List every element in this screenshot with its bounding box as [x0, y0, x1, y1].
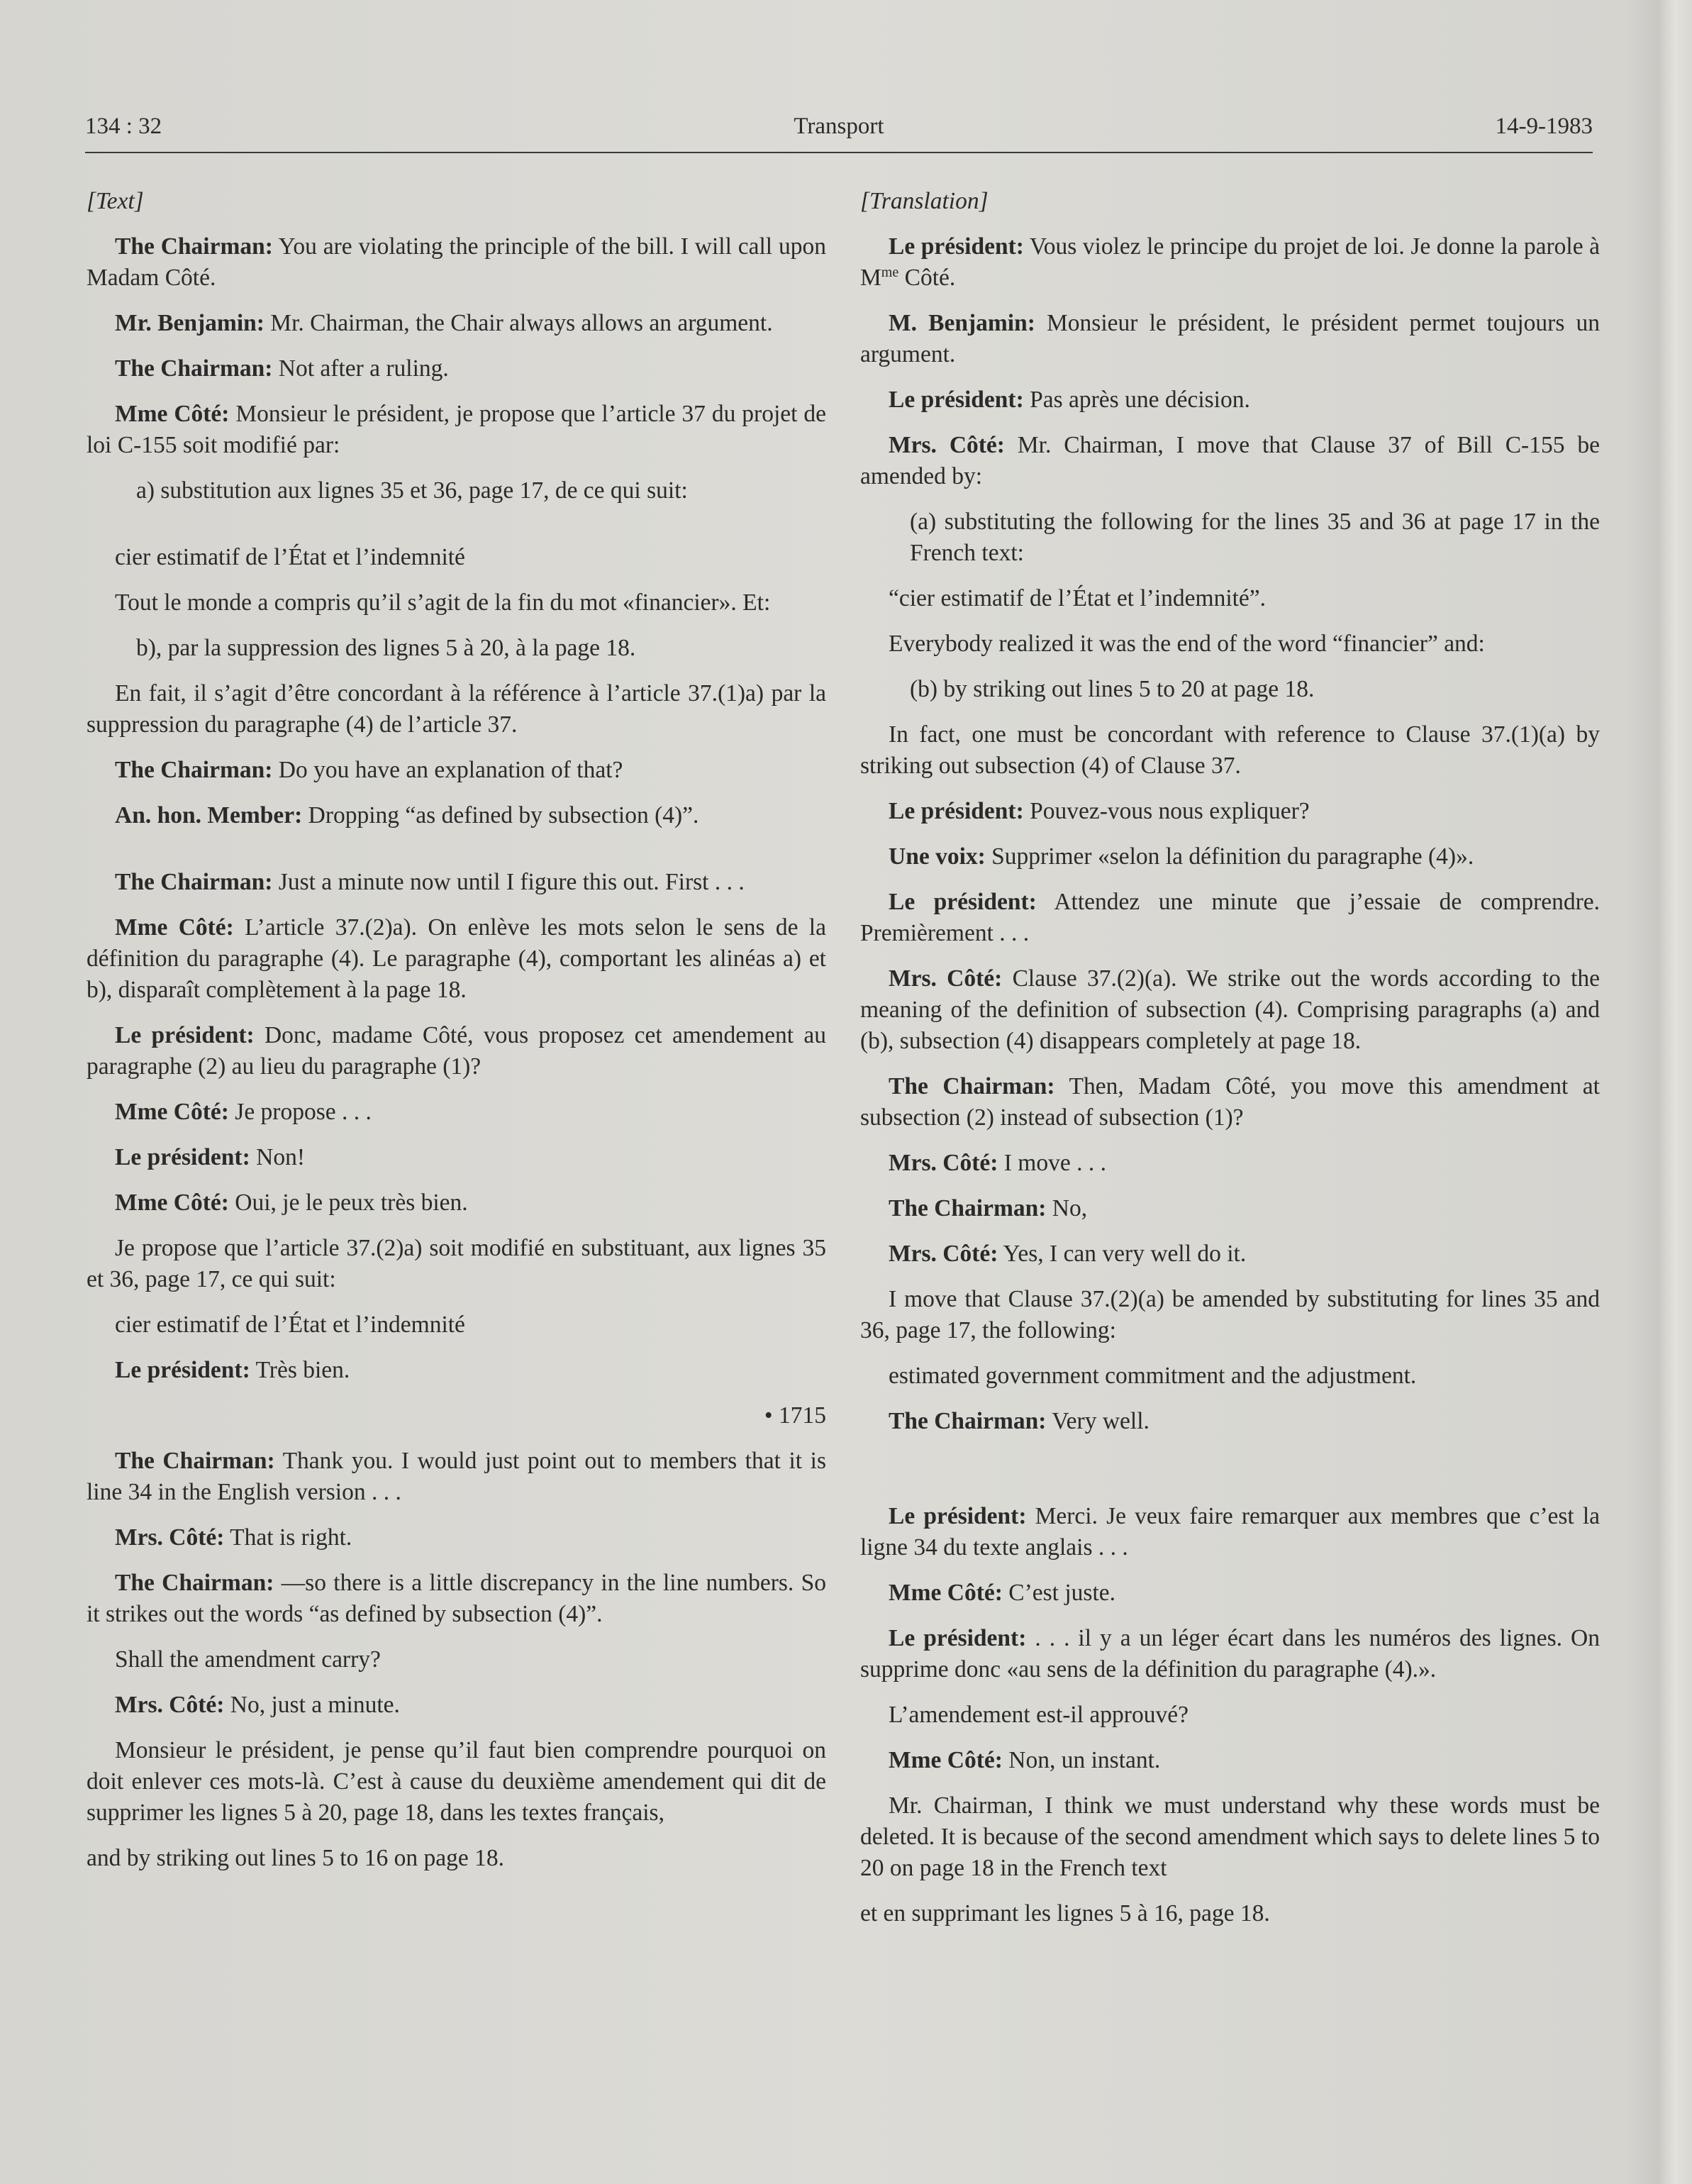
language-label: [Text]	[87, 188, 144, 214]
speaker-name: The Chairman:	[115, 1570, 274, 1596]
paragraph: Tout le monde a compris qu’il s’agit de la fin du mot «financier». Et:	[115, 589, 771, 616]
speaker-name: Le président:	[115, 1022, 255, 1048]
speech-text: Monsieur le président, je propose que l’article 37 du projet de loi C-155 soit modifié par:	[87, 401, 826, 458]
amendment-text: cier estimatif de l’État et l’indemnité	[115, 544, 465, 570]
speaker-name: Mrs. Côté:	[889, 1241, 998, 1267]
paragraph	[860, 1578, 1600, 1609]
speaker-name: Mme Côté:	[115, 1190, 229, 1216]
speaker-name: Le président:	[889, 233, 1024, 260]
paragraph	[860, 384, 1600, 416]
speaker-name: Mme Côté:	[889, 1580, 1003, 1606]
speech-text: Not after a ruling.	[272, 355, 449, 382]
speaker-name: Mrs. Côté:	[889, 432, 1005, 458]
paragraph	[860, 1193, 1600, 1224]
amendment-text: cier estimatif de l’État et l’indemnité	[115, 1312, 465, 1338]
speech-text: Donc, madame Côté, vous proposez cet amendement au paragraphe (2) au lieu du paragraphe (1)?	[87, 1022, 826, 1080]
speech-text: You are violating the principle of the bill. I will call upon Madam Côté.	[87, 233, 826, 291]
speech-text: —so there is a little discrepancy in the line numbers. So it strikes out the words “as defined by subsection (4)”.	[87, 1570, 826, 1627]
paragraph	[860, 1623, 1600, 1685]
speaker-name: The Chairman:	[115, 355, 273, 382]
speech-text: C’est juste.	[1002, 1580, 1116, 1606]
paragraph: Mr. Chairman, I think we must understand why these words must be deleted. It is because of the second amendment which says to delete lines 5 to 20 on page 18 in the French text	[860, 1792, 1600, 1881]
paragraph	[87, 1187, 826, 1219]
speaker-name: The Chairman:	[889, 1195, 1047, 1221]
time-marker: • 1715	[764, 1402, 826, 1429]
speaker-name: Mrs. Côté:	[115, 1524, 225, 1551]
paragraph	[860, 1148, 1600, 1179]
speech-text: That is right.	[224, 1524, 352, 1551]
speaker-name: The Chairman:	[115, 233, 273, 260]
paragraph	[87, 755, 826, 786]
speech-text: Just a minute now until I figure this out. First . . .	[272, 869, 745, 895]
paragraph	[860, 1406, 1600, 1437]
amendment-item: a) substitution aux lignes 35 et 36, page 17, de ce qui suit:	[136, 477, 688, 504]
speech-text: Monsieur le président, le président permet toujours un argument.	[860, 310, 1600, 367]
paragraph	[860, 231, 1600, 294]
speech-text: Je propose . . .	[228, 1099, 372, 1125]
speech-text: Then, Madam Côté, you move this amendment at subsection (2) instead of subsection (1)?	[860, 1073, 1600, 1131]
speech-text: Dropping “as defined by subsection (4)”.	[302, 802, 699, 828]
paragraph	[87, 867, 826, 898]
speech-text: Non, un instant.	[1002, 1747, 1161, 1773]
speech-text: Yes, I can very well do it.	[998, 1241, 1247, 1267]
paragraph	[860, 430, 1600, 492]
running-title: Transport	[794, 113, 884, 139]
speaker-name: Mrs. Côté:	[115, 1692, 225, 1718]
spacer	[860, 1451, 1600, 1501]
paragraph	[87, 308, 826, 339]
speech-text: Very well.	[1046, 1408, 1150, 1434]
amendment-item: (a) substituting the following for the lines 35 and 36 at page 17 in the French text:	[910, 509, 1600, 566]
paragraph	[860, 796, 1600, 827]
speech-text: Pouvez-vous nous expliquer?	[1023, 798, 1310, 824]
paragraph: Monsieur le président, je pense qu’il faut bien comprendre pourquoi on doit enlever ces mots-là. C’est à cause du deuxième amendement qui dit de supprimer les lignes 5 à 20, page 18, dans les textes français,	[87, 1737, 826, 1826]
speaker-name: The Chairman:	[115, 757, 273, 783]
speaker-name: Le président:	[889, 1503, 1027, 1529]
spacer	[87, 521, 826, 542]
paragraph: et en supprimant les lignes 5 à 16, page 18.	[860, 1900, 1270, 1927]
speaker-name: Mme Côté:	[115, 401, 230, 427]
speaker-name: The Chairman:	[889, 1408, 1047, 1434]
speech-text: No,	[1046, 1195, 1088, 1221]
right-column	[860, 186, 1600, 1944]
speech-text: Thank you. I would just point out to members that it is line 34 in the English version . . .	[87, 1448, 826, 1505]
paragraph: Shall the amendment carry?	[115, 1646, 381, 1673]
paragraph	[860, 1238, 1600, 1270]
speech-text: L’article 37.(2)a). On enlève les mots selon le sens de la définition du paragraphe (4). Le paragraphe (4), comportant les alinéas a) et b), disparaît complètement à la page 18.	[87, 914, 826, 1003]
paragraph	[87, 1142, 826, 1173]
speaker-name: Le président:	[889, 387, 1024, 413]
speech-text: Non!	[250, 1144, 305, 1170]
amendment-text: estimated government commitment and the adjustment.	[889, 1363, 1417, 1389]
paragraph	[860, 1071, 1600, 1133]
sitting-date: 14-9-1983	[1495, 113, 1593, 139]
paragraph	[87, 1446, 826, 1508]
speaker-name: Une voix:	[889, 843, 986, 870]
speech-text: Mr. Chairman, I move that Clause 37 of Bill C-155 be amended by:	[860, 432, 1601, 489]
paragraph	[87, 1355, 826, 1386]
speech-text: Très bien.	[250, 1357, 350, 1383]
speaker-name: Mr. Benjamin:	[115, 310, 265, 336]
paragraph	[87, 399, 826, 461]
speech-text: Mr. Chairman, the Chair always allows an argument.	[264, 310, 773, 336]
speaker-name: Mme Côté:	[889, 1747, 1003, 1773]
paragraph	[860, 1745, 1600, 1776]
speech-text: I move . . .	[998, 1150, 1106, 1176]
speaker-name: M. Benjamin:	[889, 310, 1035, 336]
paragraph	[860, 308, 1600, 370]
paragraph	[87, 231, 826, 294]
speaker-name: Le président:	[115, 1357, 250, 1383]
speech-text: Merci. Je veux faire remarquer aux membres que c’est la ligne 34 du texte anglais . . .	[860, 1503, 1601, 1561]
paragraph: Everybody realized it was the end of the word “financier” and:	[889, 631, 1485, 657]
page-number: 134 : 32	[85, 113, 162, 139]
paragraph	[87, 1020, 826, 1082]
page-header	[85, 113, 1593, 153]
speaker-name: Le président:	[115, 1144, 250, 1170]
speaker-name: Mme Côté:	[115, 1099, 229, 1125]
paragraph	[87, 1097, 826, 1128]
speaker-name: Le président:	[889, 1625, 1027, 1651]
speech-text: Vous violez le principe du projet de loi. Je donne la parole à M	[860, 233, 1600, 291]
amendment-text: “cier estimatif de l’État et l’indemnité”.	[889, 585, 1267, 611]
amendment-item: b), par la suppression des lignes 5 à 20, à la page 18.	[136, 635, 636, 661]
speaker-name: Mrs. Côté:	[889, 965, 1003, 992]
speaker-name: The Chairman:	[889, 1073, 1055, 1099]
paragraph	[860, 887, 1600, 949]
paragraph	[87, 1690, 826, 1721]
speaker-name: Le président:	[889, 889, 1037, 915]
speech-text: Attendez une minute que j’essaie de comprendre. Premièrement . . .	[860, 889, 1601, 946]
language-label: [Translation]	[860, 188, 989, 214]
paragraph: L’amendement est-il approuvé?	[889, 1702, 1189, 1728]
paragraph	[860, 963, 1600, 1057]
speech-text: Côté.	[898, 265, 956, 291]
speaker-name: An. hon. Member:	[115, 802, 303, 828]
paragraph: I move that Clause 37.(2)(a) be amended by substituting for lines 35 and 36, page 17, the following:	[860, 1286, 1600, 1343]
paragraph: Je propose que l’article 37.(2)a) soit modifié en substituant, aux lignes 35 et 36, page 17, ce qui suit:	[87, 1235, 826, 1292]
paragraph	[87, 800, 826, 831]
amendment-item: (b) by striking out lines 5 to 20 at page 18.	[910, 676, 1315, 702]
speech-text: Pas après une décision.	[1023, 387, 1250, 413]
speech-text: . . . il y a un léger écart dans les numéros des lignes. On supprime donc «au sens de la définition du paragraphe (4).».	[860, 1625, 1600, 1683]
speaker-name: The Chairman:	[115, 1448, 275, 1474]
paragraph	[87, 1568, 826, 1630]
spacer	[87, 846, 826, 867]
superscript: me	[881, 264, 899, 280]
speaker-name: Le président:	[889, 798, 1024, 824]
speech-text: Clause 37.(2)(a). We strike out the words according to the meaning of the definition of subsection (4). Comprising paragraphs (a) and (b), subsection (4) disappears completely at page 18.	[860, 965, 1600, 1054]
paragraph: and by striking out lines 5 to 16 on page 18.	[87, 1845, 504, 1871]
left-column	[87, 186, 826, 1888]
speech-text: Do you have an explanation of that?	[272, 757, 623, 783]
paragraph	[87, 1522, 826, 1553]
speaker-name: Mrs. Côté:	[889, 1150, 998, 1176]
paragraph: En fait, il s’agit d’être concordant à la référence à l’article 37.(1)a) par la suppression du paragraphe (4) de l’article 37.	[87, 680, 826, 738]
paragraph: In fact, one must be concordant with reference to Clause 37.(1)(a) by striking out subsection (4) of Clause 37.	[860, 721, 1600, 779]
paragraph	[87, 912, 826, 1006]
speech-text: Supprimer «selon la définition du paragraphe (4)».	[985, 843, 1474, 870]
speech-text: Oui, je le peux très bien.	[228, 1190, 468, 1216]
paragraph	[860, 1501, 1600, 1563]
speaker-name: The Chairman:	[115, 869, 273, 895]
paragraph	[87, 353, 826, 384]
paragraph	[860, 841, 1600, 872]
speaker-name: Mme Côté:	[115, 914, 234, 941]
speech-text: No, just a minute.	[224, 1692, 400, 1718]
